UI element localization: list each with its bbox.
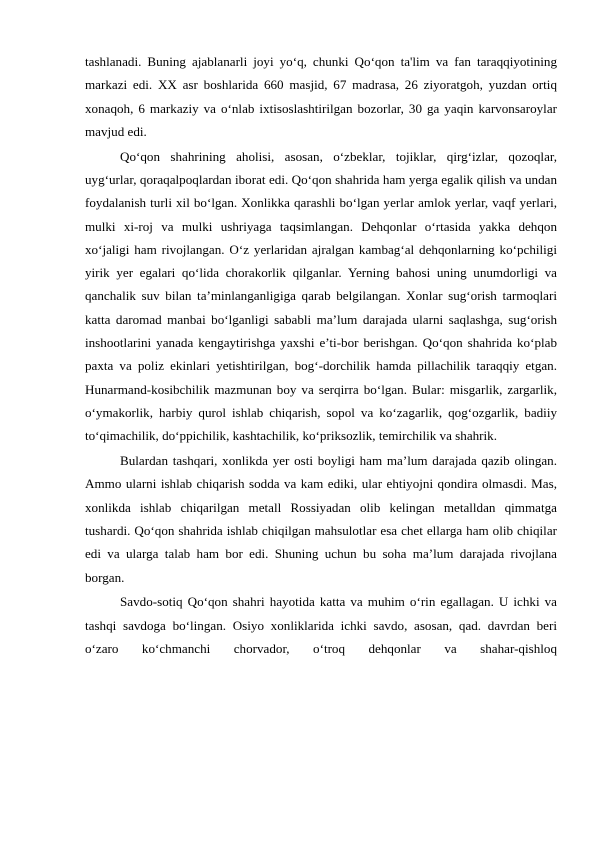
paragraph-1: tashlanadi. Buning ajablanarli joyi yo‘q, chunki Qo‘qon ta'lim va fan taraqqiyotining markazi edi. XX asr boshlarida 660 masjid, 67 madrasa, 26 ziyoratgoh, yuzdan ortiq xonaqoh, 6 markaziy va o‘nlab ixtisoslashtirilgan bozorlar, 30 ga yaqin karvonsaroylar mavjud edi. <box>85 54 557 139</box>
paragraph-3: Bulardan tashqari, xonlikda yer osti boyligi ham ma’lum darajada qazib olingan. Ammo ularni ishlab chiqarish sodda va kam ediki, ular ehtiyojni qondira olmasdi. Mas, xonlikda ishlab chiqarilgan metall Rossiyadan olib kelingan metalldan qimmatga tushardi. Qo‘qon shahrida ishlab chiqilgan mahsulotlar esa chet ellarga ham olib chiqilar edi va ularga talab ham bor edi. Shuning uchun bu soha ma’lum darajada rivojlana borgan. <box>85 453 557 585</box>
document-page <box>85 50 557 662</box>
paragraph-2: Qo‘qon shahrining aholisi, asosan, o‘zbeklar, tojiklar, qirg‘izlar, qozoqlar, uyg‘urlar, qoraqalpoqlardan iborat edi. Qo‘qon shahrida ham yerga egalik qilish va undan foydalanish turli xil bo‘lgan. Xonlikka qarashli bo‘lgan yerlar amlok yerlar, vaqf yerlari, mulki xi-roj va mulki ushriyaga taqsimlangan. Dehqonlar o‘rtasida yakka dehqon xo‘jaligi ham rivojlangan. O‘z yerlaridan ajralgan kambag‘al dehqonlarning ko‘pchiligi yirik yer egalari qo‘lida chorakorlik qilganlar. Yerning bahosi uning unumdorligi va qanchalik suv bilan ta’minlanganligiga qarab belgilangan. Xonlar sug‘orish tarmoqlari katta daromad manbai bo‘lganligi sababli ma’lum darajada ularni saqlashga, sug‘orish inshootlarini yanada kengaytirishga yaxshi e’ti-bor berishgan. Qo‘qon shahrida ko‘plab paxta va poliz ekinlari yetishtirilgan, bog‘-dorchilik hamda pillachilik taraqqiy etgan. Hunarmand-kosibchilik mazmunan boy va serqirra bo‘lgan. Bular: misgarlik, zargarlik, o‘ymakorlik, harbiy qurol ishlab chiqarish, sopol va ko‘zagarlik, qog‘ozgarlik, badiiy to‘qimachilik, do‘ppichilik, kashtachilik, ko‘priksozlik, temirchilik va shahrik. <box>85 148 557 444</box>
paragraph-4: Savdo-sotiq Qo‘qon shahri hayotida katta va muhim o‘rin egallagan. U ichki va tashqi savdoga bo‘lingan. Osiyo xonliklarida ichki savdo, asosan, qad. davrdan beri o‘zaro ko‘chmanchi chorvador, o‘troq dehqonlar va shahar-qishloq <box>85 594 557 656</box>
